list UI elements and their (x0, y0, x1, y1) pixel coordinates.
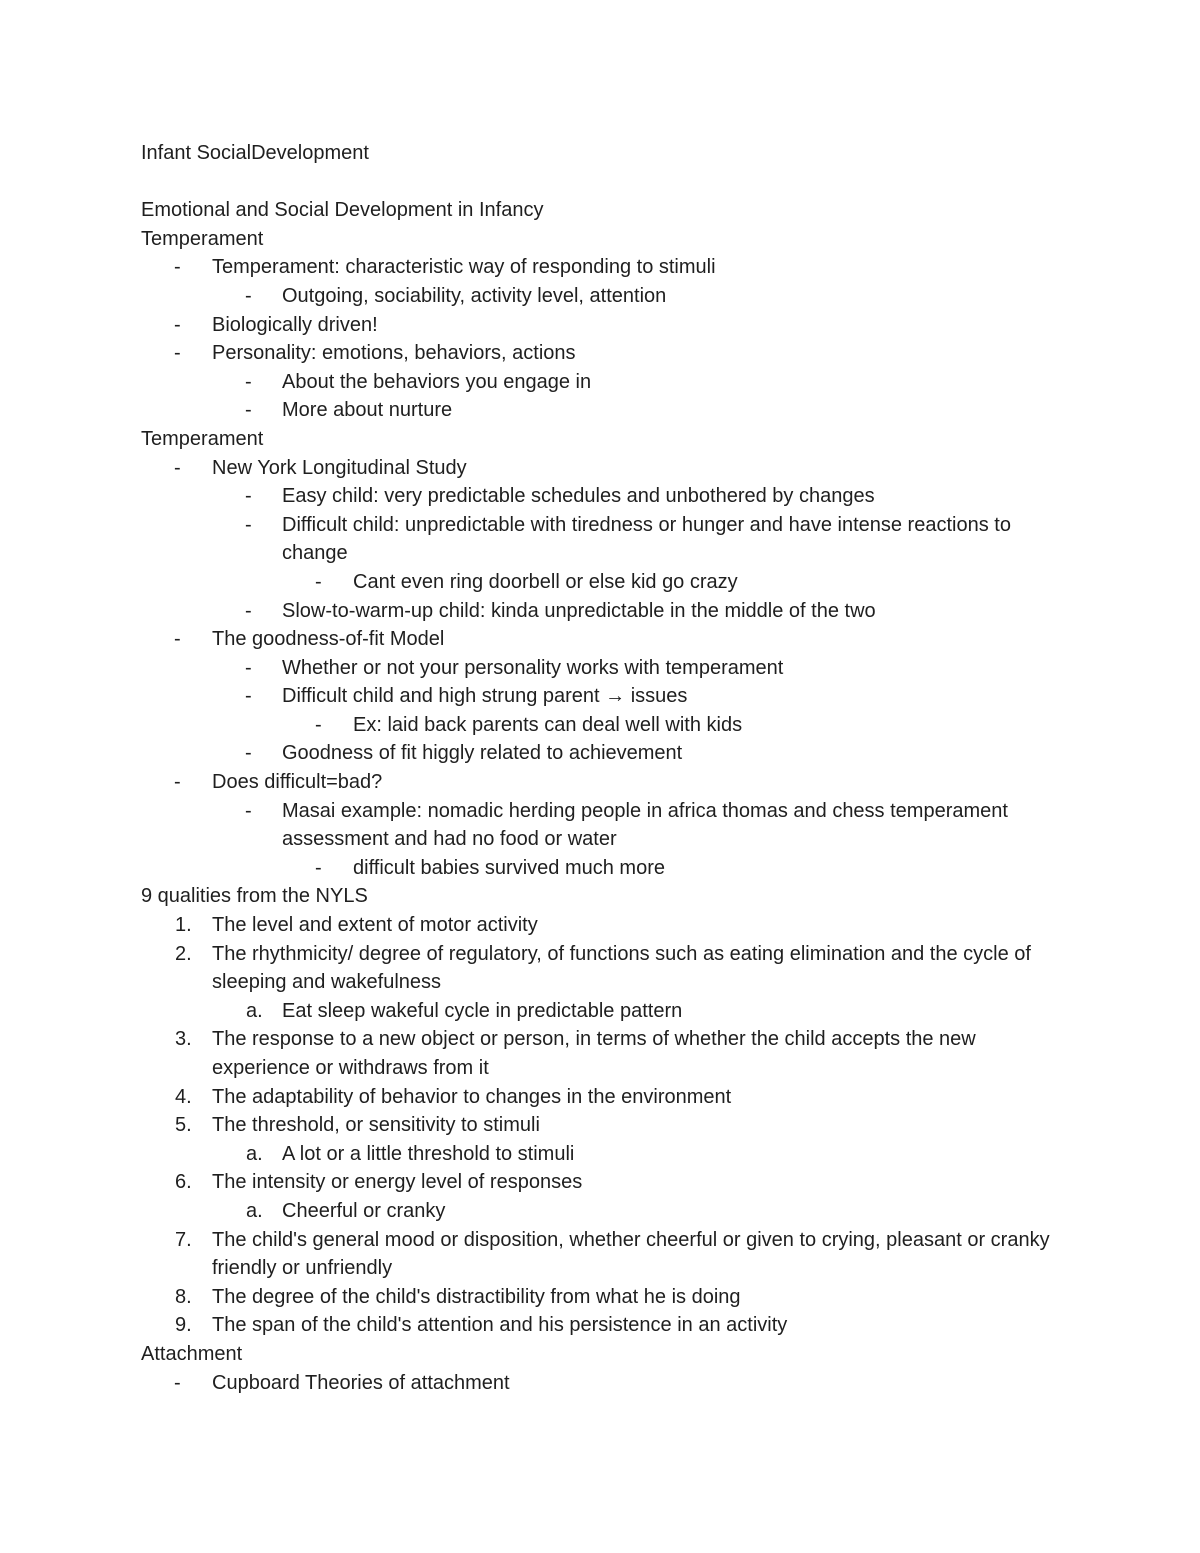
list-item-text: Cheerful or cranky (282, 1199, 446, 1222)
list-item-text: Cant even ring doorbell or else kid go crazy (353, 570, 738, 593)
list-number: 3. (175, 1028, 192, 1051)
list-bullet: - (245, 656, 252, 679)
list-item-text: Slow-to-warm-up child: kinda unpredictable in the middle of the two (282, 599, 876, 622)
list-item-text: The rhythmicity/ degree of regulatory, of functions such as eating elimination and the cycle of sleeping and wakefulness (212, 942, 1031, 994)
numbered-list-item (141, 1168, 1071, 1197)
bullet-list-item (141, 797, 1071, 854)
list-item-text: Ex: laid back parents can deal well with kids (353, 713, 743, 736)
list-item-text: Difficult child: unpredictable with tiredness or hunger and have intense reactions to change (282, 513, 1011, 565)
list-number: a. (246, 999, 263, 1022)
list-bullet: - (245, 685, 252, 708)
numbered-list-item (141, 997, 1071, 1026)
bullet-list-item (141, 682, 1071, 711)
list-bullet: - (174, 342, 181, 365)
bullet-list-item (141, 854, 1071, 883)
list-bullet: - (174, 628, 181, 651)
list-item-text: Does difficult=bad? (212, 771, 383, 794)
list-bullet: - (245, 742, 252, 765)
list-item-text: More about nurture (282, 399, 453, 422)
list-item-text: The span of the child's attention and his persistence in an activity (212, 1314, 788, 1337)
bullet-list-item (141, 739, 1071, 768)
list-item-text: Temperament: characteristic way of responding to stimuli (212, 256, 716, 279)
document-title: Infant SocialDevelopment (141, 142, 369, 164)
numbered-list-item (141, 1140, 1071, 1169)
list-bullet: - (245, 284, 252, 307)
list-item-text: Personality: emotions, behaviors, actions (212, 342, 576, 365)
list-bullet: - (245, 399, 252, 422)
list-item-text: The child's general mood or disposition, whether cheerful or given to crying, pleasant or cranky friendly or unfriendly (212, 1228, 1050, 1280)
list-bullet: - (174, 456, 181, 479)
list-item-text: The degree of the child's distractibility from what he is doing (212, 1285, 741, 1308)
list-bullet: - (315, 570, 322, 593)
bullet-list-item (141, 253, 1071, 282)
section-heading: Temperament (141, 427, 264, 450)
bullet-list-item (141, 454, 1071, 483)
list-number: 6. (175, 1171, 192, 1194)
list-number: 8. (175, 1285, 192, 1308)
list-number: 7. (175, 1228, 192, 1251)
list-item-text: The threshold, or sensitivity to stimuli (212, 1114, 540, 1137)
numbered-list-item (141, 1311, 1071, 1340)
list-bullet: - (174, 256, 181, 279)
bullet-list-item (141, 511, 1071, 568)
bullet-list-item (141, 282, 1071, 311)
list-bullet: - (245, 799, 252, 822)
list-bullet: - (174, 313, 181, 336)
section-title: Emotional and Social Development in Infancy (141, 199, 544, 222)
list-number: a. (246, 1142, 263, 1165)
list-item-text: The intensity or energy level of responses (212, 1171, 583, 1194)
list-bullet: - (174, 771, 181, 794)
list-item-text: Easy child: very predictable schedules and unbothered by changes (282, 485, 875, 508)
bullet-list-item (141, 368, 1071, 397)
bullet-list-item (141, 311, 1071, 340)
list-item-text: A lot or a little threshold to stimuli (282, 1142, 575, 1165)
numbered-list-item (141, 940, 1071, 997)
bullet-list-item (141, 396, 1071, 425)
list-bullet: - (315, 856, 322, 879)
notes-list (141, 253, 1071, 425)
section-heading: 9 qualities from the NYLS (141, 885, 368, 908)
notes-list (141, 911, 1071, 1340)
list-number: 2. (175, 942, 192, 965)
list-bullet: - (174, 1371, 181, 1394)
list-number: 5. (175, 1114, 192, 1137)
list-item-text: Masai example: nomadic herding people in africa thomas and chess temperament assessment and had no food or water (282, 799, 1008, 851)
numbered-list-item (141, 1111, 1071, 1140)
list-item-text: Difficult child and high strung parent → issues (282, 685, 688, 708)
bullet-list-item (141, 1369, 1071, 1398)
numbered-list-item (141, 1083, 1071, 1112)
numbered-list-item (141, 911, 1071, 940)
blank-line (141, 168, 1071, 197)
bullet-list-item (141, 597, 1071, 626)
bullet-list-item (141, 568, 1071, 597)
numbered-list-item (141, 1283, 1071, 1312)
list-item-text: The goodness-of-fit Model (212, 628, 445, 651)
numbered-list-item (141, 1226, 1071, 1283)
list-item-text: The adaptability of behavior to changes in the environment (212, 1085, 732, 1108)
list-bullet: - (245, 370, 252, 393)
list-number: 4. (175, 1085, 192, 1108)
notes-list (141, 1369, 1071, 1398)
bullet-list-item (141, 482, 1071, 511)
bullet-list-item (141, 339, 1071, 368)
list-item-text: difficult babies survived much more (353, 856, 665, 879)
list-item-text: The level and extent of motor activity (212, 914, 538, 937)
bullet-list-item (141, 625, 1071, 654)
list-item-text: Whether or not your personality works with temperament (282, 656, 784, 679)
list-item-text: About the behaviors you engage in (282, 370, 592, 393)
notes-list (141, 454, 1071, 883)
list-bullet: - (245, 485, 252, 508)
list-bullet: - (245, 513, 252, 536)
list-number: a. (246, 1199, 263, 1222)
notes-body (141, 225, 1071, 1397)
bullet-list-item (141, 654, 1071, 683)
section-heading: Temperament (141, 227, 264, 250)
bullet-list-item (141, 768, 1071, 797)
document-page (141, 139, 1071, 1397)
list-number: 1. (175, 914, 192, 937)
list-item-text: Biologically driven! (212, 313, 378, 336)
numbered-list-item (141, 1197, 1071, 1226)
list-number: 9. (175, 1314, 192, 1337)
list-bullet: - (315, 713, 322, 736)
list-item-text: Outgoing, sociability, activity level, attention (282, 284, 667, 307)
list-item-text: Eat sleep wakeful cycle in predictable pattern (282, 999, 683, 1022)
list-item-text: New York Longitudinal Study (212, 456, 467, 479)
numbered-list-item (141, 1025, 1071, 1082)
list-bullet: - (245, 599, 252, 622)
section-heading: Attachment (141, 1342, 243, 1365)
list-item-text: The response to a new object or person, in terms of whether the child accepts the new experience or withdraws from it (212, 1028, 976, 1079)
list-item-text: Goodness of fit higgly related to achievement (282, 742, 683, 765)
list-item-text: Cupboard Theories of attachment (212, 1371, 510, 1394)
bullet-list-item (141, 711, 1071, 740)
